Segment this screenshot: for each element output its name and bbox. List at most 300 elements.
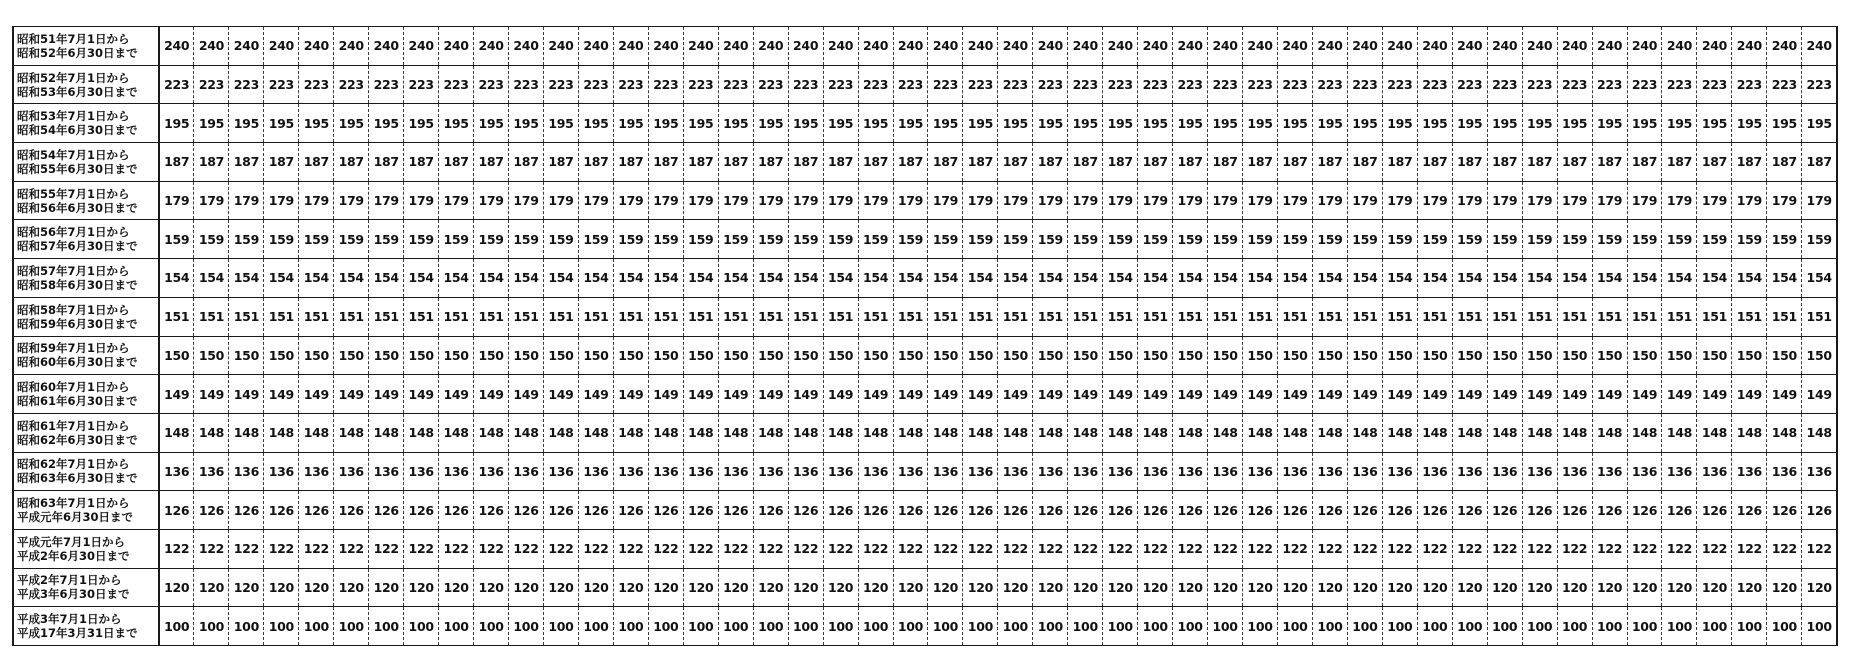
value-cell: 136 bbox=[858, 452, 893, 491]
value-cell: 154 bbox=[1732, 259, 1767, 298]
value-cell: 240 bbox=[823, 27, 858, 66]
value-cell: 240 bbox=[1068, 27, 1103, 66]
value-cell: 154 bbox=[1802, 259, 1837, 298]
value-cell: 240 bbox=[718, 27, 753, 66]
value-cell: 149 bbox=[1278, 375, 1313, 414]
value-cell: 100 bbox=[1173, 607, 1208, 646]
value-cell: 154 bbox=[683, 259, 718, 298]
value-cell: 149 bbox=[1452, 375, 1487, 414]
value-cell: 179 bbox=[543, 181, 578, 220]
value-cell: 223 bbox=[1732, 65, 1767, 104]
value-cell: 148 bbox=[1208, 413, 1243, 452]
value-cell: 154 bbox=[474, 259, 509, 298]
value-cell: 151 bbox=[893, 297, 928, 336]
value-cell: 240 bbox=[1208, 27, 1243, 66]
value-cell: 179 bbox=[264, 181, 299, 220]
value-cell: 179 bbox=[1732, 181, 1767, 220]
value-cell: 223 bbox=[1627, 65, 1662, 104]
value-cell: 122 bbox=[858, 529, 893, 568]
value-cell: 154 bbox=[1487, 259, 1522, 298]
value-cell: 159 bbox=[1802, 220, 1837, 259]
value-cell: 187 bbox=[1243, 143, 1278, 182]
value-cell: 136 bbox=[404, 452, 439, 491]
value-cell: 154 bbox=[1697, 259, 1732, 298]
value-cell: 179 bbox=[648, 181, 683, 220]
value-cell: 136 bbox=[1033, 452, 1068, 491]
period-cell bbox=[13, 375, 159, 414]
value-cell: 223 bbox=[1557, 65, 1592, 104]
value-cell: 149 bbox=[1033, 375, 1068, 414]
value-cell: 154 bbox=[648, 259, 683, 298]
value-cell: 148 bbox=[299, 413, 334, 452]
value-cell: 149 bbox=[1627, 375, 1662, 414]
value-cell: 154 bbox=[369, 259, 404, 298]
value-cell: 126 bbox=[543, 491, 578, 530]
value-cell: 159 bbox=[1557, 220, 1592, 259]
value-cell: 159 bbox=[753, 220, 788, 259]
value-cell: 149 bbox=[753, 375, 788, 414]
value-cell: 126 bbox=[1697, 491, 1732, 530]
value-cell: 195 bbox=[578, 104, 613, 143]
value-cell: 195 bbox=[1103, 104, 1138, 143]
table-row bbox=[13, 65, 1837, 104]
value-cell: 120 bbox=[1243, 568, 1278, 607]
value-cell: 120 bbox=[998, 568, 1033, 607]
value-cell: 150 bbox=[998, 336, 1033, 375]
value-cell: 195 bbox=[1662, 104, 1697, 143]
value-cell: 179 bbox=[1522, 181, 1557, 220]
value-cell: 148 bbox=[1312, 413, 1347, 452]
value-cell: 151 bbox=[404, 297, 439, 336]
value-cell: 120 bbox=[1138, 568, 1173, 607]
value-cell: 126 bbox=[1278, 491, 1313, 530]
value-cell: 151 bbox=[1767, 297, 1802, 336]
value-cell: 136 bbox=[893, 452, 928, 491]
value-cell: 149 bbox=[229, 375, 264, 414]
value-cell: 122 bbox=[299, 529, 334, 568]
value-cell: 159 bbox=[928, 220, 963, 259]
value-cell: 100 bbox=[718, 607, 753, 646]
value-cell: 187 bbox=[1802, 143, 1837, 182]
value-cell: 120 bbox=[1802, 568, 1837, 607]
value-cell: 187 bbox=[299, 143, 334, 182]
value-cell: 100 bbox=[159, 607, 194, 646]
period-cell bbox=[13, 529, 159, 568]
value-cell: 223 bbox=[1802, 65, 1837, 104]
period-from: 昭和56年7月1日から bbox=[17, 225, 130, 240]
value-cell: 100 bbox=[1382, 607, 1417, 646]
value-cell: 150 bbox=[194, 336, 229, 375]
value-cell: 126 bbox=[1103, 491, 1138, 530]
value-cell: 148 bbox=[369, 413, 404, 452]
value-cell: 187 bbox=[509, 143, 544, 182]
period-cell bbox=[13, 452, 159, 491]
value-cell: 179 bbox=[683, 181, 718, 220]
value-cell: 120 bbox=[1662, 568, 1697, 607]
value-cell: 100 bbox=[439, 607, 474, 646]
value-cell: 149 bbox=[613, 375, 648, 414]
value-cell: 149 bbox=[1487, 375, 1522, 414]
value-cell: 179 bbox=[194, 181, 229, 220]
value-cell: 122 bbox=[509, 529, 544, 568]
value-cell: 179 bbox=[788, 181, 823, 220]
value-cell: 154 bbox=[1068, 259, 1103, 298]
value-cell: 151 bbox=[334, 297, 369, 336]
period-cell bbox=[13, 220, 159, 259]
value-cell: 240 bbox=[1312, 27, 1347, 66]
value-cell: 187 bbox=[1592, 143, 1627, 182]
value-cell: 122 bbox=[1103, 529, 1138, 568]
value-cell: 154 bbox=[1103, 259, 1138, 298]
value-cell: 150 bbox=[1173, 336, 1208, 375]
value-cell: 120 bbox=[1208, 568, 1243, 607]
value-cell: 187 bbox=[1208, 143, 1243, 182]
value-cell: 223 bbox=[1487, 65, 1522, 104]
period-cell bbox=[13, 413, 159, 452]
value-cell: 148 bbox=[1557, 413, 1592, 452]
value-cell: 195 bbox=[1243, 104, 1278, 143]
value-cell: 126 bbox=[1592, 491, 1627, 530]
value-cell: 240 bbox=[369, 27, 404, 66]
value-cell: 187 bbox=[1557, 143, 1592, 182]
value-cell: 120 bbox=[194, 568, 229, 607]
value-cell: 100 bbox=[194, 607, 229, 646]
value-cell: 122 bbox=[229, 529, 264, 568]
value-cell: 154 bbox=[1662, 259, 1697, 298]
value-cell: 240 bbox=[788, 27, 823, 66]
table-row bbox=[13, 375, 1837, 414]
value-cell: 187 bbox=[578, 143, 613, 182]
value-cell: 122 bbox=[543, 529, 578, 568]
value-cell: 148 bbox=[683, 413, 718, 452]
value-cell: 120 bbox=[1557, 568, 1592, 607]
value-cell: 195 bbox=[369, 104, 404, 143]
value-cell: 154 bbox=[404, 259, 439, 298]
value-cell: 154 bbox=[1138, 259, 1173, 298]
value-cell: 187 bbox=[648, 143, 683, 182]
value-cell: 223 bbox=[1278, 65, 1313, 104]
value-cell: 100 bbox=[1662, 607, 1697, 646]
value-cell: 122 bbox=[1382, 529, 1417, 568]
value-cell: 150 bbox=[1033, 336, 1068, 375]
value-cell: 136 bbox=[1592, 452, 1627, 491]
value-cell: 136 bbox=[194, 452, 229, 491]
value-cell: 195 bbox=[543, 104, 578, 143]
value-cell: 154 bbox=[509, 259, 544, 298]
value-cell: 120 bbox=[1278, 568, 1313, 607]
value-cell: 136 bbox=[998, 452, 1033, 491]
value-cell: 240 bbox=[1487, 27, 1522, 66]
value-cell: 154 bbox=[229, 259, 264, 298]
value-cell: 195 bbox=[1487, 104, 1522, 143]
period-from: 平成3年7月1日から bbox=[17, 612, 122, 627]
value-cell: 149 bbox=[1802, 375, 1837, 414]
value-cell: 126 bbox=[578, 491, 613, 530]
value-cell: 151 bbox=[229, 297, 264, 336]
value-cell: 187 bbox=[474, 143, 509, 182]
value-cell: 223 bbox=[1138, 65, 1173, 104]
value-cell: 100 bbox=[369, 607, 404, 646]
value-cell: 148 bbox=[613, 413, 648, 452]
value-cell: 148 bbox=[404, 413, 439, 452]
value-cell: 120 bbox=[543, 568, 578, 607]
value-cell: 223 bbox=[648, 65, 683, 104]
value-cell: 150 bbox=[1767, 336, 1802, 375]
value-cell: 120 bbox=[1697, 568, 1732, 607]
value-cell: 148 bbox=[963, 413, 998, 452]
value-cell: 126 bbox=[893, 491, 928, 530]
value-cell: 136 bbox=[683, 452, 718, 491]
value-cell: 159 bbox=[998, 220, 1033, 259]
value-cell: 148 bbox=[648, 413, 683, 452]
value-cell: 136 bbox=[1173, 452, 1208, 491]
value-cell: 149 bbox=[264, 375, 299, 414]
period-from: 平成元年7月1日から bbox=[17, 534, 126, 549]
value-cell: 148 bbox=[578, 413, 613, 452]
value-cell: 120 bbox=[229, 568, 264, 607]
value-cell: 149 bbox=[998, 375, 1033, 414]
value-cell: 122 bbox=[753, 529, 788, 568]
value-cell: 187 bbox=[1033, 143, 1068, 182]
value-cell: 240 bbox=[1557, 27, 1592, 66]
value-cell: 223 bbox=[963, 65, 998, 104]
value-cell: 159 bbox=[578, 220, 613, 259]
value-cell: 148 bbox=[1417, 413, 1452, 452]
period-to: 昭和52年6月30日まで bbox=[17, 45, 138, 60]
value-cell: 179 bbox=[928, 181, 963, 220]
value-cell: 195 bbox=[1732, 104, 1767, 143]
value-cell: 149 bbox=[1592, 375, 1627, 414]
value-cell: 126 bbox=[1173, 491, 1208, 530]
value-cell: 195 bbox=[264, 104, 299, 143]
value-cell: 223 bbox=[509, 65, 544, 104]
value-cell: 223 bbox=[1208, 65, 1243, 104]
value-cell: 151 bbox=[1452, 297, 1487, 336]
value-cell: 240 bbox=[1243, 27, 1278, 66]
value-cell: 151 bbox=[613, 297, 648, 336]
table-row bbox=[13, 413, 1837, 452]
value-cell: 151 bbox=[194, 297, 229, 336]
value-cell: 159 bbox=[1068, 220, 1103, 259]
value-cell: 126 bbox=[1802, 491, 1837, 530]
value-cell: 122 bbox=[1243, 529, 1278, 568]
value-cell: 126 bbox=[718, 491, 753, 530]
value-cell: 122 bbox=[1452, 529, 1487, 568]
value-cell: 120 bbox=[334, 568, 369, 607]
period-cell bbox=[13, 181, 159, 220]
value-cell: 149 bbox=[1767, 375, 1802, 414]
value-cell: 154 bbox=[753, 259, 788, 298]
value-cell: 187 bbox=[788, 143, 823, 182]
value-cell: 126 bbox=[1347, 491, 1382, 530]
value-cell: 223 bbox=[928, 65, 963, 104]
value-cell: 100 bbox=[1767, 607, 1802, 646]
value-cell: 195 bbox=[1347, 104, 1382, 143]
value-cell: 240 bbox=[1382, 27, 1417, 66]
value-cell: 149 bbox=[369, 375, 404, 414]
value-cell: 148 bbox=[1278, 413, 1313, 452]
value-cell: 150 bbox=[299, 336, 334, 375]
value-cell: 159 bbox=[404, 220, 439, 259]
value-cell: 187 bbox=[1627, 143, 1662, 182]
value-cell: 151 bbox=[543, 297, 578, 336]
value-cell: 195 bbox=[1068, 104, 1103, 143]
value-cell: 151 bbox=[1208, 297, 1243, 336]
value-cell: 122 bbox=[1347, 529, 1382, 568]
value-cell: 100 bbox=[928, 607, 963, 646]
value-cell: 223 bbox=[613, 65, 648, 104]
value-cell: 120 bbox=[1033, 568, 1068, 607]
value-cell: 154 bbox=[1347, 259, 1382, 298]
value-cell: 187 bbox=[1068, 143, 1103, 182]
value-cell: 136 bbox=[1522, 452, 1557, 491]
value-cell: 151 bbox=[1627, 297, 1662, 336]
value-cell: 240 bbox=[159, 27, 194, 66]
value-cell: 179 bbox=[1173, 181, 1208, 220]
value-cell: 187 bbox=[1662, 143, 1697, 182]
value-cell: 136 bbox=[229, 452, 264, 491]
value-cell: 149 bbox=[334, 375, 369, 414]
period-to: 昭和62年6月30日まで bbox=[17, 432, 138, 447]
value-cell: 149 bbox=[1662, 375, 1697, 414]
value-cell: 126 bbox=[1417, 491, 1452, 530]
table-row bbox=[13, 607, 1837, 646]
value-cell: 151 bbox=[1103, 297, 1138, 336]
value-cell: 159 bbox=[788, 220, 823, 259]
value-cell: 120 bbox=[439, 568, 474, 607]
value-cell: 126 bbox=[753, 491, 788, 530]
value-cell: 122 bbox=[998, 529, 1033, 568]
value-cell: 151 bbox=[823, 297, 858, 336]
value-cell: 148 bbox=[1138, 413, 1173, 452]
value-cell: 159 bbox=[1138, 220, 1173, 259]
value-cell: 179 bbox=[1697, 181, 1732, 220]
value-cell: 187 bbox=[683, 143, 718, 182]
value-cell: 126 bbox=[1767, 491, 1802, 530]
value-cell: 195 bbox=[648, 104, 683, 143]
value-cell: 149 bbox=[299, 375, 334, 414]
value-cell: 151 bbox=[1173, 297, 1208, 336]
value-cell: 195 bbox=[439, 104, 474, 143]
value-cell: 154 bbox=[1033, 259, 1068, 298]
value-cell: 122 bbox=[648, 529, 683, 568]
value-cell: 159 bbox=[1173, 220, 1208, 259]
value-cell: 148 bbox=[1592, 413, 1627, 452]
value-cell: 148 bbox=[264, 413, 299, 452]
value-cell: 150 bbox=[1627, 336, 1662, 375]
value-cell: 120 bbox=[648, 568, 683, 607]
value-cell: 150 bbox=[858, 336, 893, 375]
value-cell: 223 bbox=[1767, 65, 1802, 104]
value-cell: 179 bbox=[1662, 181, 1697, 220]
value-cell: 136 bbox=[334, 452, 369, 491]
period-to: 昭和53年6月30日まで bbox=[17, 84, 138, 99]
value-cell: 179 bbox=[1278, 181, 1313, 220]
value-cell: 154 bbox=[963, 259, 998, 298]
value-cell: 122 bbox=[1208, 529, 1243, 568]
value-cell: 223 bbox=[1068, 65, 1103, 104]
value-cell: 223 bbox=[858, 65, 893, 104]
value-cell: 159 bbox=[159, 220, 194, 259]
value-cell: 179 bbox=[1347, 181, 1382, 220]
value-cell: 126 bbox=[1208, 491, 1243, 530]
value-cell: 187 bbox=[1173, 143, 1208, 182]
value-cell: 120 bbox=[159, 568, 194, 607]
value-cell: 149 bbox=[1697, 375, 1732, 414]
value-cell: 122 bbox=[369, 529, 404, 568]
value-cell: 187 bbox=[404, 143, 439, 182]
value-cell: 148 bbox=[788, 413, 823, 452]
value-cell: 100 bbox=[1557, 607, 1592, 646]
value-cell: 100 bbox=[334, 607, 369, 646]
period-to: 平成3年6月30日まで bbox=[17, 587, 130, 602]
value-cell: 122 bbox=[159, 529, 194, 568]
value-cell: 149 bbox=[509, 375, 544, 414]
value-cell: 240 bbox=[1278, 27, 1313, 66]
value-cell: 187 bbox=[858, 143, 893, 182]
period-from: 昭和59年7月1日から bbox=[17, 341, 130, 356]
value-cell: 159 bbox=[1732, 220, 1767, 259]
value-cell: 223 bbox=[1103, 65, 1138, 104]
value-cell: 223 bbox=[1662, 65, 1697, 104]
value-cell: 187 bbox=[229, 143, 264, 182]
value-cell: 122 bbox=[1662, 529, 1697, 568]
value-cell: 120 bbox=[1068, 568, 1103, 607]
value-cell: 240 bbox=[543, 27, 578, 66]
value-cell: 154 bbox=[1278, 259, 1313, 298]
value-cell: 126 bbox=[439, 491, 474, 530]
value-cell: 100 bbox=[229, 607, 264, 646]
value-cell: 136 bbox=[1697, 452, 1732, 491]
value-cell: 148 bbox=[1347, 413, 1382, 452]
value-cell: 122 bbox=[1732, 529, 1767, 568]
value-cell: 195 bbox=[1697, 104, 1732, 143]
value-cell: 150 bbox=[1278, 336, 1313, 375]
value-cell: 179 bbox=[858, 181, 893, 220]
value-cell: 148 bbox=[998, 413, 1033, 452]
value-cell: 148 bbox=[753, 413, 788, 452]
value-cell: 151 bbox=[858, 297, 893, 336]
value-cell: 195 bbox=[963, 104, 998, 143]
value-cell: 154 bbox=[788, 259, 823, 298]
value-cell: 151 bbox=[928, 297, 963, 336]
value-cell: 126 bbox=[1522, 491, 1557, 530]
value-cell: 179 bbox=[404, 181, 439, 220]
value-cell: 151 bbox=[1312, 297, 1347, 336]
value-cell: 223 bbox=[718, 65, 753, 104]
value-cell: 150 bbox=[159, 336, 194, 375]
value-cell: 151 bbox=[683, 297, 718, 336]
value-cell: 179 bbox=[1312, 181, 1347, 220]
value-cell: 150 bbox=[963, 336, 998, 375]
table-row bbox=[13, 336, 1837, 375]
period-from: 昭和58年7月1日から bbox=[17, 302, 130, 317]
value-cell: 195 bbox=[858, 104, 893, 143]
value-cell: 136 bbox=[1487, 452, 1522, 491]
value-cell: 148 bbox=[1627, 413, 1662, 452]
period-from: 平成2年7月1日から bbox=[17, 573, 122, 588]
value-cell: 149 bbox=[1068, 375, 1103, 414]
value-cell: 100 bbox=[788, 607, 823, 646]
value-cell: 223 bbox=[1243, 65, 1278, 104]
value-cell: 126 bbox=[1243, 491, 1278, 530]
value-cell: 120 bbox=[823, 568, 858, 607]
value-cell: 136 bbox=[1557, 452, 1592, 491]
value-cell: 154 bbox=[439, 259, 474, 298]
value-cell: 149 bbox=[1103, 375, 1138, 414]
value-cell: 195 bbox=[788, 104, 823, 143]
value-cell: 148 bbox=[1697, 413, 1732, 452]
